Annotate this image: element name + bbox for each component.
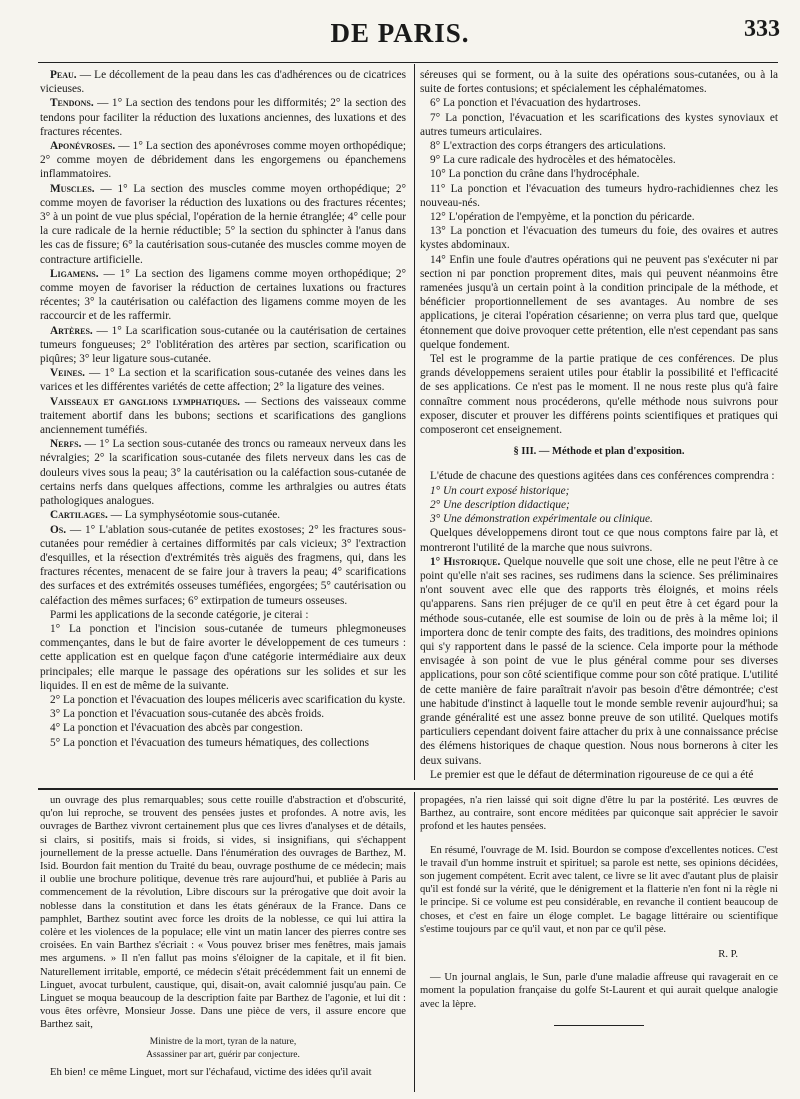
right-entry: 6° La ponction et l'évacuation des hydartroses. [430,97,641,110]
section-heading: § III. — Méthode et plan d'exposition. [513,446,685,458]
entry-lead: Muscles. [50,182,95,195]
entry-text: 2° La ponction et l'évacuation des loupes méliceris avec scarification du kyste. [50,693,406,706]
entry-lead: Os. [50,523,67,536]
feuilleton-rule [38,788,778,790]
masthead-title: DE PARIS. [330,18,470,48]
right-entry: 12° L'opération de l'empyème, et la ponction du péricarde. [430,211,695,224]
history-paragraph [420,555,778,768]
entry-lead: Artères. [50,324,93,337]
feuilleton-paragraph: propagées, n'a rien laissé qui soit digne d'être lu par la postérité. Les œuvres de Barthez, au contraire, sont encore méditées par quiconque sait apprécier le savoir profond et les hautes pensées. [420,795,778,833]
verse-line: Assassiner par art, guérir par conjecture. [146,1049,300,1060]
entry-text: — 1° La section des muscles comme moyen orthopédique; 2° comme moyen de favoriser la réduction des luxations ou des fractures récentes; 3° à un point de vue plus spécial, l'opération de la hernie étranglée; 4° celle pour la cure radicale de la hernie réductible; 5° la section du sphincter à l'anus dans les cas de fissure; 6° la cautérisation sous-cutanée des muscles comme moyen de contracture artificielle. [40,182,406,266]
left-entry [40,182,406,267]
end-rule [554,1025,644,1026]
column-divider-bottom [414,792,415,1092]
left-entry [40,693,406,707]
right-entry: 14° Enfin une foule d'autres opérations qui ne peuvent pas s'exécuter ni par section ni par ponction proprement dites, mais qui peuvent néanmoins être ramenées jusqu'à un certain point à la condition principale de la méthode, et bénéficier proportionnellement de ses avantages. Au nombre de ses applications, je citerai l'opération césarienne; on verra plus tard que, quelque étonnement que doive provoquer cette prétention, elle n'est cependant pas sans quelque fondement. [420,253,778,351]
left-entry [40,324,406,367]
entry-text: 5° La ponction et l'évacuation des tumeurs hématiques, des collections [50,736,370,749]
left-entry [40,721,406,735]
right-entry: 11° La ponction et l'évacuation des tumeurs hydro-rachidiennes chez les nouveau-nés. [420,182,778,209]
feuilleton-paragraph: un ouvrage des plus remarquables; sous cette rouille d'abstraction et d'obscurité, qu'on lui reproche, se trouvent des pensées justes et profondes. A notre avis, les ouvrages de Barthez vivront certainement plus que ces livres d'analyses et de détails, si clairs, si positifs, mais si froids, si vides, si insignifians, qui s'échappent journellement de la presse actuelle. Dans l'énumération des ouvrages de Barthez, M. Isid. Bourdon fait mention du Traité du beau, ouvrage posthume de ce médecin; mais il oublie une brochure politique, devenue très rare aujourd'hui, et publiée à Paris au commencement de la révolution, Libre discours sur la prérogative que doit avoir la noblesse dans la constitution et dans les états généraux de la France. Dans ce pamphlet, Barthez soutint avec force les droits de la noblesse, ce qui lui attira la colère et les violences de la populace; elle vint un matin lancer des pierres contre ses croisées. En vain Barthez s'écriait : « Vous pouvez briser mes fenêtres, mais jamais mes argumens. » Il n'en fallut pas moins s'éloigner de la capitale, et il fit bien. Naturellement irritable, emporté, ce médecin s'était précédemment fait un ennemi de Linguet, avocat turbulent, caustique, qui, disait-on, avait calomnié jusqu'au pain. Ce Linguet se moqua beaucoup de la description faite par Barthez de l'agonie, et lui dit : vous êtes orfèvre, Monsieur Josse. Dans une pièce de vers, il assure encore que Barthez sait, [40,795,406,1031]
entry-lead: Ligamens. [50,267,99,280]
entry-text: — 1° La scarification sous-cutanée ou la cautérisation de certaines tumeurs fongueuses; 2° l'oblitération des artères par section, scarification ou piqûres; 3° leur ligature sous-cutanée. [40,324,406,366]
feuilleton-right [420,794,778,1094]
right-entry: 13° La ponction et l'évacuation des tumeurs du foie, des ovaires et autres kystes abdominaux. [420,225,778,252]
entry-text: — Sections des vaisseaux comme traitement abortif dans les bubons; sections et scarifications des ganglions anciennement tuméfiés. [40,395,406,437]
right-entry: 9° La cure radicale des hydrocèles et des hématocèles. [430,154,676,167]
left-entry [40,96,406,139]
study-intro: L'étude de chacune des questions agitées dans ces conférences comprendra : [430,470,775,483]
study-item-1: 1° Un court exposé historique; [430,484,570,497]
left-entry [40,68,406,96]
paragraph: Quelques développemens diront tout ce que nous comptons faire par là, et montreront l'utilité de la marche que nous suivrons. [420,527,778,554]
right-entry: séreuses qui se forment, ou à la suite des opérations sous-cutanées, ou à la suite de fortes contusions; et spécialement les céphalématomes. [420,69,778,96]
left-column [40,68,406,780]
feuilleton-paragraph: Eh bien! ce même Linguet, mort sur l'échafaud, victime des idées qu'il avait [50,1067,372,1079]
entry-lead: Peau. [50,69,77,81]
news-item: — Un journal anglais, le Sun, parle d'une maladie affreuse qui ravagerait en ce moment la population française du golfe St-Laurent et qui aurait quelque analogie avec la lèpre. [420,972,778,1010]
left-entry [40,395,406,438]
entry-text: — 1° La section sous-cutanée des troncs ou rameaux nerveux dans les névralgies; 2° la scarification sous-cutanée des filets nerveux dans les cas de douleurs vives sous la peau; 3° la cautérisation ou la caléfaction sous-cutanée de certains nerfs dans quelques affections, comme les arthralgies ou autres états pathologiques analogues. [40,438,406,508]
right-entry: Tel est le programme de la partie pratique de ces conférences. De plus grands développemens seraient utiles pour établir la possibilité et l'efficacité de ses applications. Ce n'est pas le moment. Il ne nous reste plus qu'à faire connaître comment nous procéderons, qu'elle méthode nous suivrons pour exposer, discuter et prouver les différens points scientifiques et pratiques qui composeront cet enseignement. [420,353,778,437]
entry-lead: Veines. [50,367,85,380]
entry-text: Parmi les applications de la seconde catégorie, je citerai : [50,608,309,621]
history-lead: 1° Historique. [430,555,501,568]
left-entry [40,437,406,508]
left-entry [40,707,406,721]
left-entry [40,139,406,182]
column-divider-top [414,64,415,780]
entry-text: — Le décollement de la peau dans les cas d'adhérences ou de cicatrices vicieuses. [40,69,406,96]
entry-text: 1° La ponction et l'incision sous-cutanée de tumeurs phlegmoneuses commençantes, dans le but de faire avorter le développement de ces tumeurs : cette application est en quelque façon d'une catégorie intermédiaire aux deux principales; elle marque le passage des opérations sur les solides et sur les liquides. Il en est de même de la suivante. [40,622,406,692]
left-entry [40,366,406,394]
entry-text: — 1° L'ablation sous-cutanée de petites exostoses; 2° les fractures sous-cutanées pour remédier à certaines difformités par cals vicieux; 3° l'extraction d'esquilles, et la résection d'extrémités très aiguës des fragmens, qui, dans les fractures récentes, menacent de se faire jour à travers la peau; 4° scarifications des surfaces et des extrémités osseuses tuméfiées, engorgées; 5° cautérisation ou caléfaction des mêmes surfaces; 6° extirpation de tumeurs osseuses. [40,523,406,607]
entry-lead: Nerfs. [50,438,82,451]
entry-text: 3° La ponction et l'évacuation sous-cutanée des abcès froids. [50,708,325,721]
study-item-2: 2° Une description didactique; [430,498,570,511]
entry-lead: Tendons. [50,97,94,110]
study-item-3: 3° Une démonstration expérimentale ou clinique. [430,513,653,526]
entry-lead: Cartilages. [50,509,108,522]
feuilleton-left [40,794,406,1094]
entry-text: — 1° La section et la scarification sous-cutanée des veines dans les varices et les différentes variétés de cette affection; 2° la ligature des veines. [40,367,406,394]
page-number: 333 [744,16,780,42]
entry-lead: Aponévroses. [50,140,116,153]
feuilleton-paragraph: En résumé, l'ouvrage de M. Isid. Bourdon se compose d'excellentes notices. C'est le travail d'un homme instruit et spirituel; sa parole est nette, ses opinions décidées, son jugement compétent. Ecrit avec talent, ce livre se lit avec d'autant plus de plaisir qu'il est fondé sur la vérité, que le dénigrement et la flatterie n'en font ni la règle ni le principe. Si ce volume est peu considérable, en revanche il contient beaucoup de choses, et c'est en faire un éloge complet. Le bagage littéraire ou scientifique s'estime toujours par ce qu'il vaut, et non par ce qu'il pèse. [420,844,778,935]
left-entry [40,736,406,750]
paragraph: Le premier est que le défaut de détermination rigoureuse de ce qui a été [430,768,754,780]
entry-text: — 1° La section des aponévroses comme moyen orthopédique; 2° comme moyen de débridement dans les engorgemens ou épanchemens inflammatoires. [40,140,406,181]
right-entry: 10° La ponction du crâne dans l'hydrocéphale. [430,168,640,181]
left-entry [40,523,406,608]
page-header [0,0,800,56]
entry-text: — 1° La section des ligamens comme moyen orthopédique; 2° comme moyen de favoriser la réduction de certaines luxations ou fractures récentes; 3° la cautérisation ou caléfaction des ligamens comme moyen de les raccourcir et de les raffermir. [40,267,406,323]
right-column-list [420,68,778,437]
entry-text: — 1° La section des tendons pour les difformités; 2° la section des tendons pour faciliter la réduction des luxations anciennes, des luxations et des fractures récentes. [40,97,406,138]
right-entry: 7° La ponction, l'évacuation et les scarifications des kystes synoviaux et autres tumeurs articulaires. [420,111,778,138]
history-text: Quelque nouvelle que soit une chose, elle ne peut l'être à ce point qu'elle n'ait ses racines, ses rudimens dans la science. Ses préliminaires n'ont souvent avec elle que des rapports très éloignés, et moins réels qu'apparens. Sans rien préjuger de ce qu'il en peut être à cet égard pour la méthode sous-cutanée, elle est soumise de loin ou de près à la même loi; il importera donc de tenir compte des faits, des traditions, des moindres opinions qui s'y rapportent dans le passé de la science. Cela importe pour la méthode envisagée à son point de vue le plus général comme pour ses diverses applications, pour son côté scientifique comme pour son côté pratique. L'utilité de cette manière de faire paraîtrait n'avoir pas besoin d'être démontrée; c'est une habitude d'instinct à laquelle tout le monde semble revenir aujourd'hui; sa grande généralité est une assez bonne preuve de son utilité. Quelques motifs particuliers cependant doivent faire attacher du prix à une connaissance précise des élémens historiques de chaque question. Nous nous bornerons à citer les deux suivans. [420,555,778,767]
right-column [420,68,778,780]
left-entry [40,622,406,693]
verse-line: Ministre de la mort, tyran de la nature, [149,1036,297,1047]
entry-text: — La symphyséotomie sous-cutanée. [107,509,281,522]
entry-text: 4° La ponction et l'évacuation des abcès par congestion. [50,722,303,735]
left-entry [40,267,406,324]
header-rule [38,62,778,63]
entry-lead: Vaisseaux et ganglions lymphatiques. [50,395,240,408]
left-entry [40,608,406,622]
signature: R. P. [718,949,738,961]
left-entry [40,508,406,522]
right-entry: 8° L'extraction des corps étrangers des articulations. [430,140,666,153]
